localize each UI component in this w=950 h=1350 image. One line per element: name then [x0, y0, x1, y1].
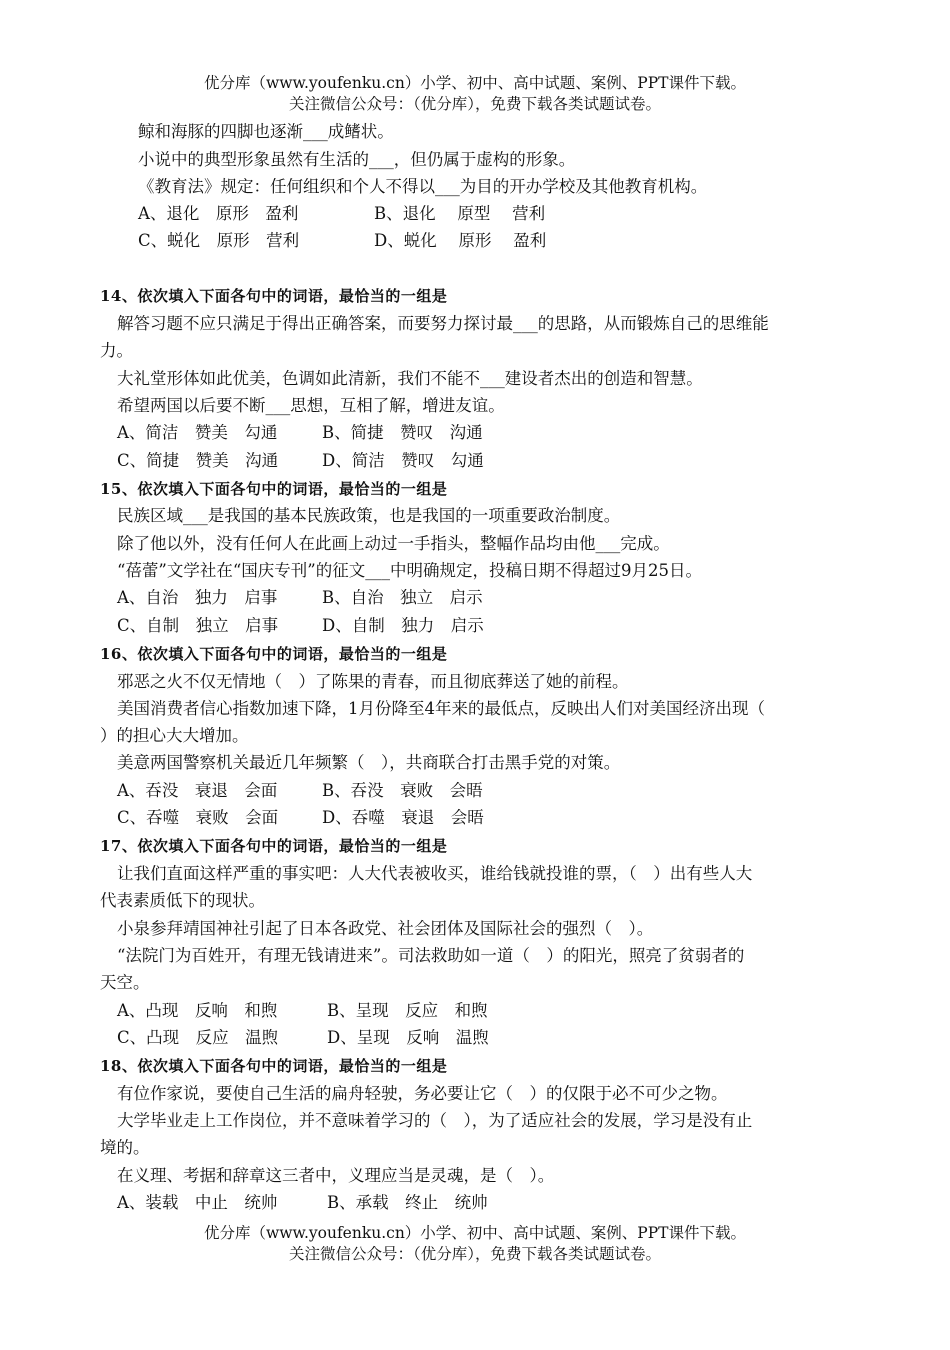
q16-option-d: D、吞噬 衰退 会晤 — [322, 808, 484, 827]
q16-sentence-2b: ）的担心大大增加。 — [100, 726, 249, 745]
q13-option-a: A、退化 原形 盈利 — [138, 204, 299, 223]
q14-sentence-2: 大礼堂形体如此优美，色调如此清新，我们不能不___建设者杰出的创造和智慧。 — [117, 369, 703, 388]
header-line-1: 优分库（www.youfenku.cn）小学、初中、高中试题、案例、PPT课件下载。 — [203, 74, 747, 92]
q15-sentence-3: “蓓蕾”文学社在“国庆专刊”的征文___中明确规定，投稿日期不得超过9月25日。 — [117, 561, 702, 580]
page-header — [0, 73, 950, 115]
q15-option-d: D、自制 独力 启示 — [322, 616, 484, 635]
q14-option-b: B、简捷 赞叹 沟通 — [322, 423, 483, 442]
q15-sentence-2: 除了他以外，没有任何人在此画上动过一手指头，整幅作品均由他___完成。 — [117, 534, 670, 553]
q16-option-b: B、吞没 衰败 会晤 — [322, 781, 483, 800]
q13-option-b: B、退化 原型 营利 — [374, 204, 546, 223]
q15-option-b: B、自治 独立 启示 — [322, 588, 483, 607]
footer-line-1: 优分库（www.youfenku.cn）小学、初中、高中试题、案例、PPT课件下载。 — [203, 1224, 747, 1242]
q14-option-a: A、简洁 赞美 勾通 — [117, 423, 278, 442]
q17-option-a: A、凸现 反响 和煦 — [117, 1001, 278, 1020]
q14-title: 14、依次填入下面各句中的词语，最恰当的一组是 — [100, 287, 448, 305]
q14-option-d: D、简洁 赞叹 勾通 — [322, 451, 484, 470]
q16-sentence-3: 美意两国警察机关最近几年频繁（ ），共商联合打击黑手党的对策。 — [117, 753, 621, 772]
q18-sentence-3: 在义理、考据和辞章这三者中，义理应当是灵魂，是（ ）。 — [117, 1166, 555, 1185]
q17-sentence-3b: 天空。 — [100, 973, 150, 992]
q14-sentence-1b: 力。 — [100, 341, 133, 360]
q16-title: 16、依次填入下面各句中的词语，最恰当的一组是 — [100, 645, 448, 663]
q16-option-a: A、吞没 衰退 会面 — [117, 781, 278, 800]
q13-sentence-1: 鲸和海豚的四脚也逐渐___成鳍状。 — [138, 122, 394, 141]
q18-option-b: B、承载 终止 统帅 — [327, 1193, 488, 1212]
q18-sentence-1: 有位作家说，要使自己生活的扁舟轻驶，务必要让它（ ）的仅限于必不可少之物。 — [117, 1084, 728, 1103]
q18-sentence-2a: 大学毕业走上工作岗位，并不意味着学习的（ ），为了适应社会的发展，学习是没有止 — [117, 1111, 753, 1130]
q17-sentence-1a: 让我们直面这样严重的事实吧：人大代表被收买，谁给钱就投谁的票，（ ）出有些人大 — [117, 864, 753, 883]
q18-title: 18、依次填入下面各句中的词语，最恰当的一组是 — [100, 1057, 448, 1075]
q14-sentence-1a: 解答习题不应只满足于得出正确答案，而要努力探讨最___的思路，从而锻炼自己的思维能 — [117, 314, 769, 333]
q13-sentence-3: 《教育法》规定：任何组织和个人不得以___为目的开办学校及其他教育机构。 — [138, 177, 708, 196]
q17-option-d: D、呈现 反响 温煦 — [327, 1028, 489, 1047]
q13-sentence-2: 小说中的典型形象虽然有生活的___，但仍属于虚构的形象。 — [138, 150, 576, 169]
q16-sentence-1: 邪恶之火不仅无情地（ ）了陈果的青春，而且彻底葬送了她的前程。 — [117, 672, 629, 691]
q17-sentence-1b: 代表素质低下的现状。 — [100, 891, 265, 910]
q18-sentence-2b: 境的。 — [100, 1138, 150, 1157]
q17-option-c: C、凸现 反应 温煦 — [117, 1028, 279, 1047]
header-line-2: 关注微信公众号：（优分库），免费下载各类试题试卷。 — [288, 95, 661, 113]
q15-title: 15、依次填入下面各句中的词语，最恰当的一组是 — [100, 480, 448, 498]
footer-line-2: 关注微信公众号：（优分库），免费下载各类试题试卷。 — [288, 1245, 661, 1263]
q15-option-a: A、自治 独力 启事 — [117, 588, 278, 607]
q17-option-b: B、呈现 反应 和煦 — [327, 1001, 488, 1020]
q13-option-c: C、蜕化 原形 营利 — [138, 231, 300, 250]
q17-sentence-3a: “法院门为百姓开，有理无钱请进来”。司法救助如一道（ ）的阳光，照亮了贫弱者的 — [117, 946, 745, 965]
q15-sentence-1: 民族区域___是我国的基本民族政策，也是我国的一项重要政治制度。 — [117, 506, 621, 525]
q14-sentence-3: 希望两国以后要不断___思想，互相了解，增进友谊。 — [117, 396, 505, 415]
q16-sentence-2a: 美国消费者信心指数加速下降，1月份降至4年来的最低点，反映出人们对美国经济出现（ — [117, 699, 765, 718]
q14-option-c: C、简捷 赞美 沟通 — [117, 451, 279, 470]
q17-title: 17、依次填入下面各句中的词语，最恰当的一组是 — [100, 837, 448, 855]
q16-option-c: C、吞噬 衰败 会面 — [117, 808, 279, 827]
q15-option-c: C、自制 独立 启事 — [117, 616, 279, 635]
q17-sentence-2: 小泉参拜靖国神社引起了日本各政党、社会团体及国际社会的强烈（ ）。 — [117, 919, 654, 938]
q13-option-d: D、蜕化 原形 盈利 — [374, 231, 547, 250]
q18-option-a: A、装载 中止 统帅 — [117, 1193, 278, 1212]
page-footer — [0, 1223, 950, 1265]
